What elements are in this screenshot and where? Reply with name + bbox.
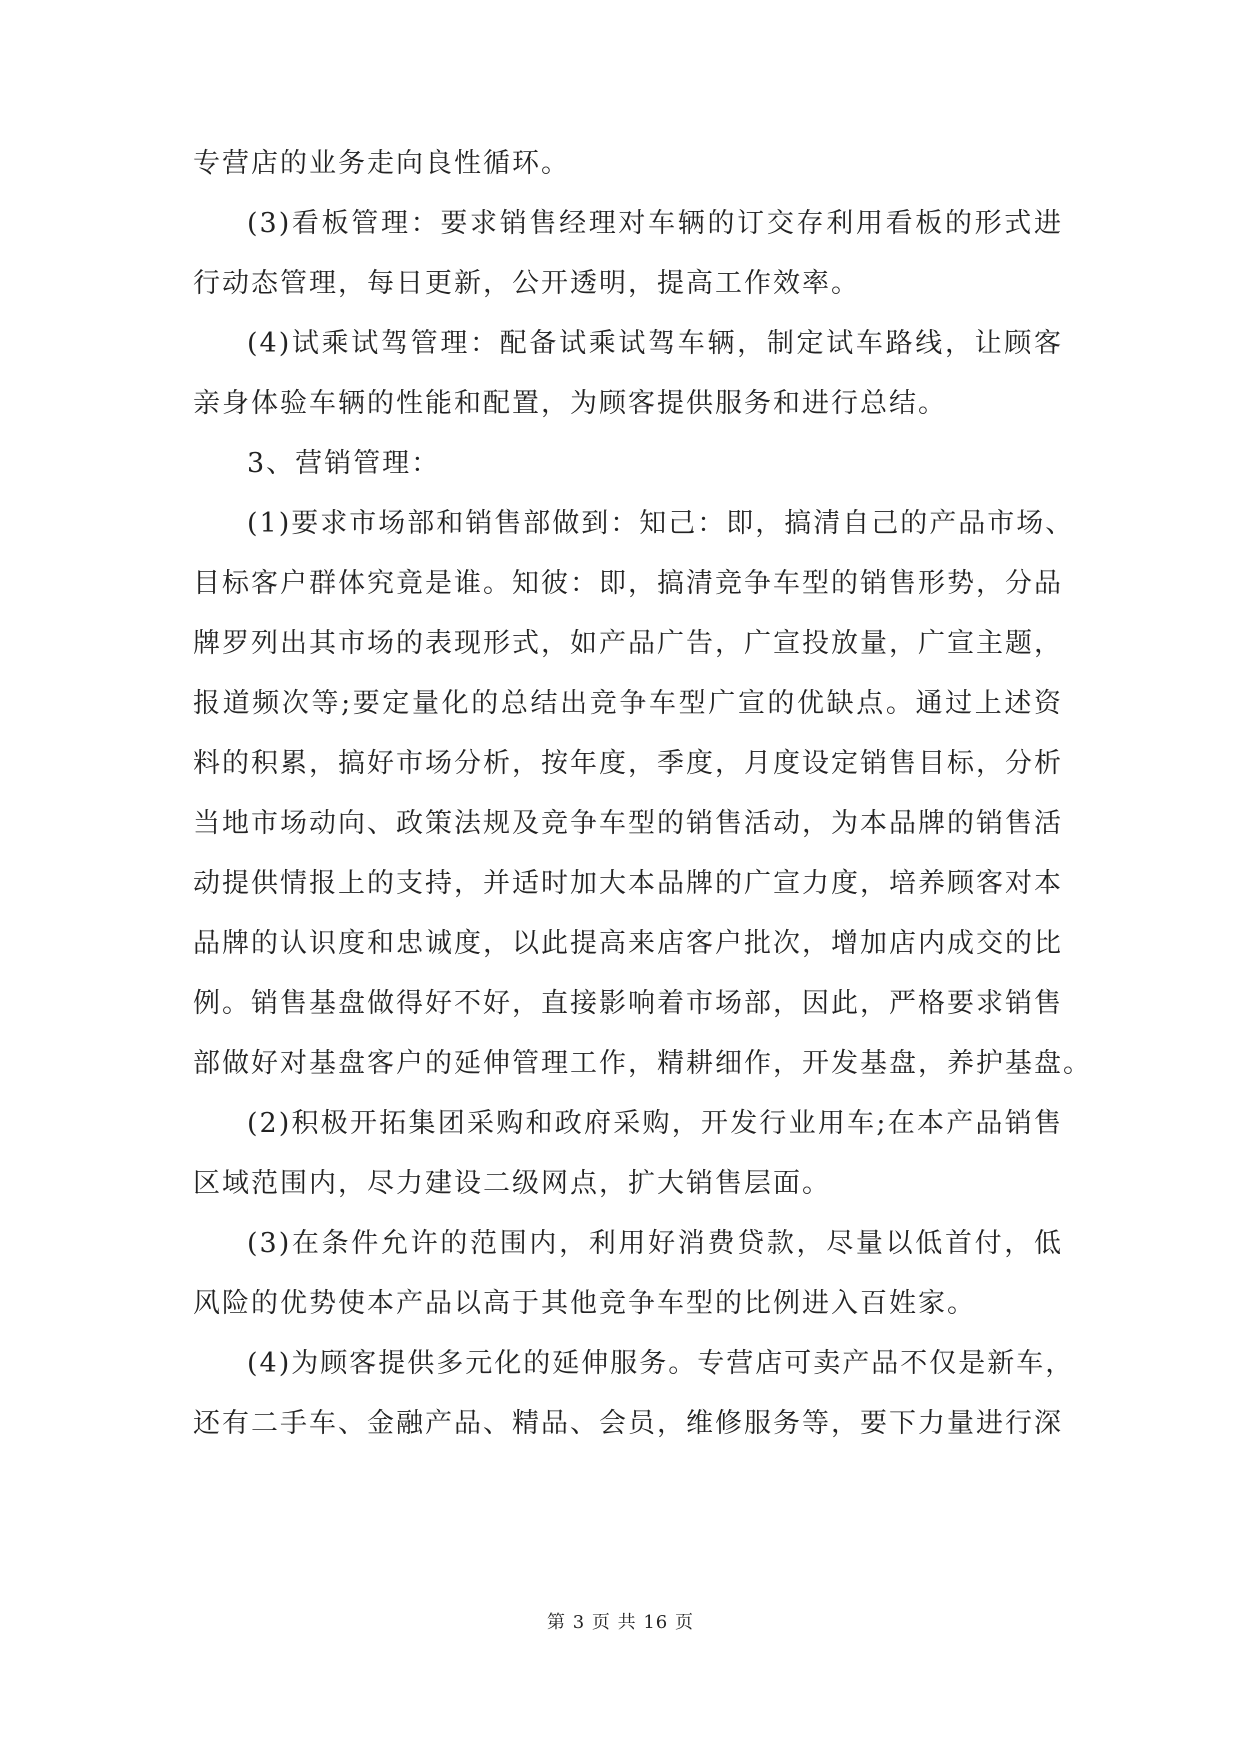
body-line: (4)试乘试驾管理：配备试乘试驾车辆，制定试车路线，让顾客 (247, 328, 1063, 359)
body-line: 还有二手车、金融产品、精品、会员，维修服务等，要下力量进行深 (193, 1408, 1063, 1439)
body-line: 例。销售基盘做得好不好，直接影响着市场部，因此，严格要求销售 (193, 988, 1063, 1019)
body-line: 当地市场动向、政策法规及竞争车型的销售活动，为本品牌的销售活 (193, 808, 1063, 839)
body-line: 部做好对基盘客户的延伸管理工作，精耕细作，开发基盘，养护基盘。 (193, 1048, 1092, 1079)
page-number-footer: 第 3 页 共 16 页 (547, 1612, 694, 1633)
body-line: (4)为顾客提供多元化的延伸服务。专营店可卖产品不仅是新车， (247, 1348, 1075, 1379)
body-line: 报道频次等;要定量化的总结出竞争车型广宣的优缺点。通过上述资 (193, 688, 1063, 719)
body-line: 区域范围内，尽力建设二级网点，扩大销售层面。 (193, 1168, 831, 1199)
body-line: 风险的优势使本产品以高于其他竞争车型的比例进入百姓家。 (193, 1288, 976, 1319)
body-line: 目标客户群体究竟是谁。知彼：即，搞清竞争车型的销售形势，分品 (193, 568, 1063, 599)
body-line: (3)在条件允许的范围内，利用好消费贷款，尽量以低首付，低 (247, 1228, 1063, 1259)
section-heading: 3、营销管理： (247, 448, 441, 479)
body-line: 动提供情报上的支持，并适时加大本品牌的广宣力度，培养顾客对本 (193, 868, 1063, 899)
body-line: 亲身体验车辆的性能和配置，为顾客提供服务和进行总结。 (193, 388, 947, 419)
body-line: 专营店的业务走向良性循环。 (193, 148, 570, 179)
body-line: (3)看板管理：要求销售经理对车辆的订交存利用看板的形式进 (247, 208, 1063, 239)
body-line: 品牌的认识度和忠诚度，以此提高来店客户批次，增加店内成交的比 (193, 928, 1063, 959)
body-line: 行动态管理，每日更新，公开透明，提高工作效率。 (193, 268, 860, 299)
body-line: (2)积极开拓集团采购和政府采购，开发行业用车;在本产品销售 (247, 1108, 1063, 1139)
body-line: 牌罗列出其市场的表现形式，如产品广告，广宣投放量，广宣主题， (193, 628, 1063, 659)
body-line: 料的积累，搞好市场分析，按年度，季度，月度设定销售目标，分析 (193, 748, 1063, 779)
body-line: (1)要求市场部和销售部做到：知己：即，搞清自己的产品市场、 (247, 508, 1075, 539)
